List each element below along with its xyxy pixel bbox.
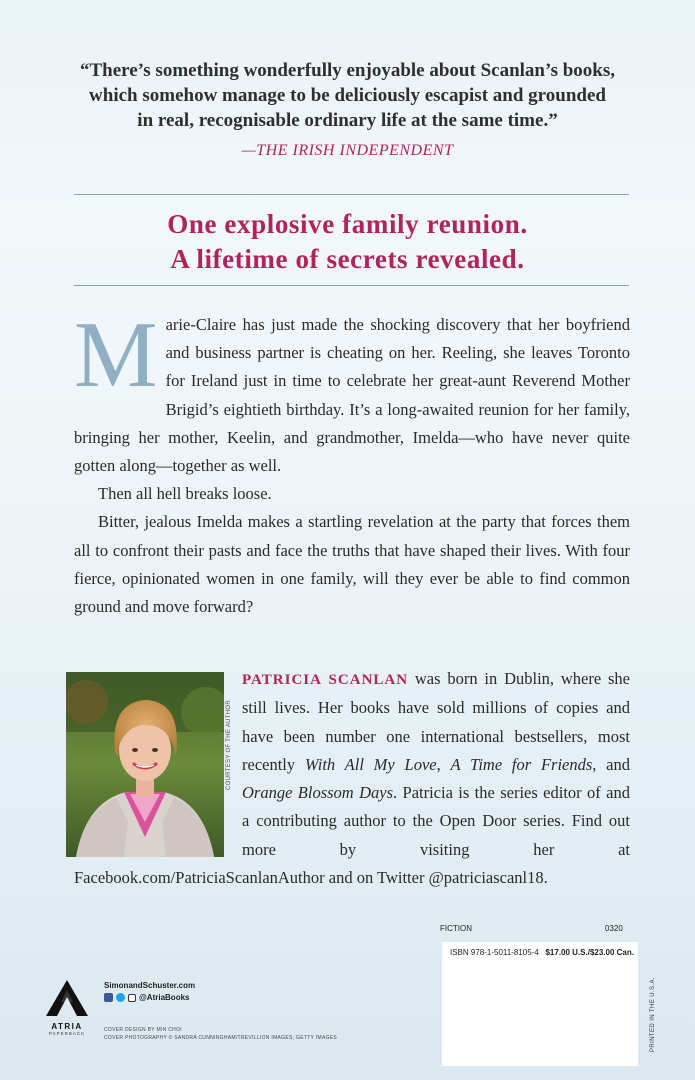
price-text: $17.00 U.S./$23.00 Can. [545, 948, 634, 957]
description-paragraph-1 [74, 303, 630, 480]
quote-line-3: in real, recognisable ordinary life at the same time.” [137, 110, 558, 131]
review-quote [40, 58, 655, 133]
isbn-line [450, 948, 634, 957]
book-description [74, 303, 630, 621]
book-title-1: With All My Love [304, 754, 437, 774]
quote-attribution: —THE IRISH INDEPENDENT [241, 142, 454, 159]
photo-float-spacer [74, 665, 242, 861]
description-paragraph-3: Bitter, jealous Imelda makes a startling revelation at the party that forces them all to confront their pasts and face the truths that have shaped their lives. With four fierce, opinionated women in one family, will they ever be able to find common ground and move forward? [74, 512, 630, 617]
bio-text-1: was born in Dublin, where she still lives. Her books have sold millions of copies and have been number one international bestsellers, most recently [242, 669, 630, 774]
barcode-box [442, 942, 638, 1066]
publisher-website[interactable]: SimonandSchuster.com [104, 981, 196, 990]
social-links [104, 993, 195, 1002]
printed-in-label: PRINTED IN THE U.S.A. [650, 977, 656, 1052]
tagline-line-1: One explosive family reunion. [167, 209, 528, 239]
quote-line-2: which somehow manage to be deliciously escapist and grounded [89, 85, 606, 106]
cover-design-credit: COVER DESIGN BY MIN CHOI [104, 1027, 182, 1033]
tagline [40, 207, 655, 277]
facebook-icon[interactable] [104, 993, 113, 1002]
price-code: 0320 [605, 924, 623, 933]
divider-bottom [74, 285, 629, 286]
atria-a-icon [44, 980, 90, 1016]
logo-subtext: PAPERBACK [48, 1031, 86, 1036]
divider-top [74, 194, 629, 195]
author-bio [74, 665, 630, 892]
logo-wordmark: ATRIA [51, 1022, 83, 1031]
category-label: FICTION [440, 924, 472, 933]
instagram-icon[interactable] [128, 994, 136, 1002]
book-title-3: Orange Blossom Days [242, 783, 394, 803]
bio-text-3: , and [592, 754, 631, 774]
twitter-icon[interactable] [116, 993, 125, 1002]
book-title-2: A Time for Friends [450, 754, 593, 774]
social-handle: @AtriaBooks [139, 993, 190, 1002]
bio-text-2: , [436, 754, 451, 774]
quote-line-1: “There’s something wonderfully enjoyable about Scanlan’s books, [79, 60, 616, 81]
drop-cap: M [74, 303, 158, 407]
description-paragraph-2: Then all hell breaks loose. [98, 484, 272, 504]
tagline-line-2: A lifetime of secrets revealed. [170, 244, 525, 274]
photo-credit: COURTESY OF THE AUTHOR [226, 700, 232, 790]
bio-text-4: . Patricia is the series editor of and a contributing author to the Open Door series. Find out more by visiting her at Facebook.com/PatriciaScanlanAuthor and on Twitter @patriciascanl18. [74, 783, 630, 888]
isbn-number: ISBN 978-1-5011-8105-4 [450, 948, 539, 957]
author-name: PATRICIA SCANLAN [242, 672, 409, 688]
atria-logo [44, 980, 90, 1036]
publisher-info [104, 981, 195, 1002]
description-text-1: arie-Claire has just made the shocking discovery that her boyfriend and business partner is cheating on her. Reeling, she leaves Toronto for Ireland just in time to celebrate her great-aunt Reverend Mother Brigid’s eightieth birthday. It’s a long-awaited reunion for her family, bringing her mother, Keelin, and grandmother, Imelda—who have never quite gotten along—together as well. [74, 315, 630, 476]
cover-photo-credit: COVER PHOTOGRAPHY © SANDRA CUNNINGHAM/TREVILLION IMAGES; GETTY IMAGES [104, 1035, 338, 1041]
cover-credits [104, 1026, 337, 1042]
